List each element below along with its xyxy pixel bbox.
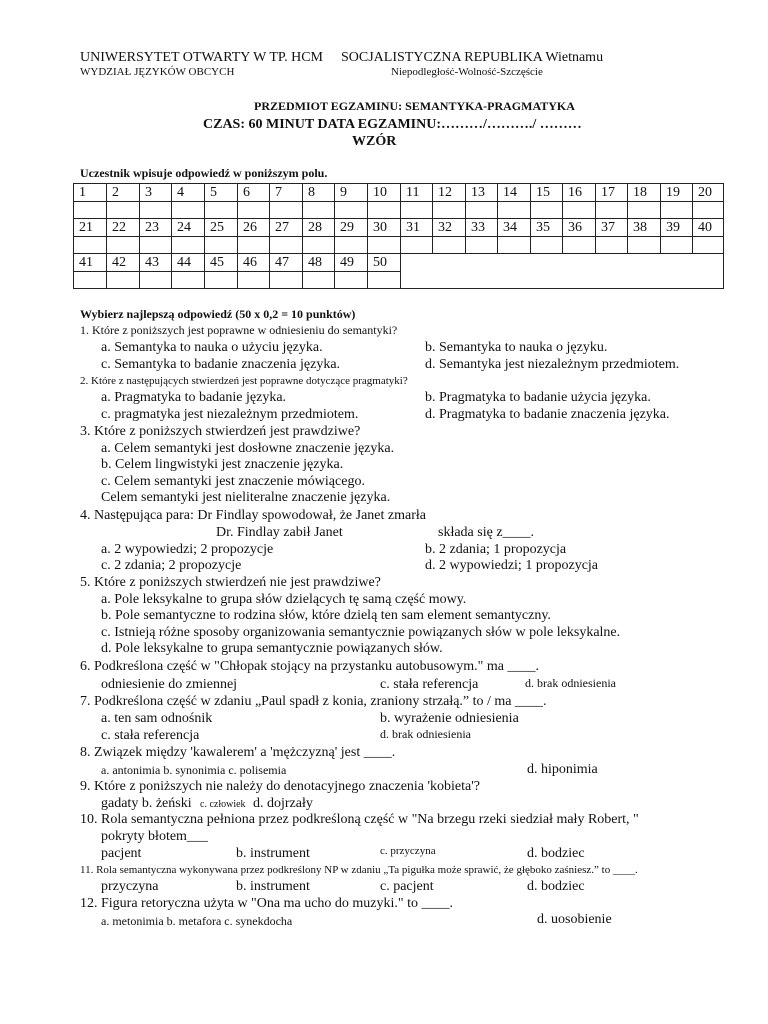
answer-cell[interactable]: [303, 237, 335, 254]
university-name: UNIWERSYTET OTWARTY W TP. HCM: [80, 50, 323, 65]
q12-option-d: d. uosobienie: [537, 912, 612, 927]
q11-option-c: c. pacjent: [380, 879, 434, 894]
answer-cell[interactable]: [74, 272, 107, 289]
q2-option-a: a. Pragmatyka to badanie języka.: [101, 390, 287, 405]
question-12: 12. Figura retoryczna użyta w "Ona ma ucho do muzyki." to ____.: [80, 896, 454, 911]
answer-cell[interactable]: [531, 237, 563, 254]
q1-option-c: c. Semantyka to badanie znaczenia języka.: [101, 357, 341, 372]
q10-option-b: b. instrument: [236, 846, 310, 861]
answer-cell[interactable]: [140, 202, 172, 219]
answer-cell[interactable]: [140, 272, 172, 289]
q3-option-b: b. Celem lingwistyki jest znaczenie języka.: [101, 457, 344, 472]
answer-cell[interactable]: [693, 237, 724, 254]
q6-option-c: c. stała referencja: [380, 677, 479, 692]
question-4: 4. Następująca para: Dr Findlay spowodował, że Janet zmarła: [80, 508, 426, 523]
q8-option-d: d. hiponimia: [527, 762, 598, 777]
answer-cell[interactable]: [628, 237, 661, 254]
q3-option-a: a. Celem semantyki jest dosłowne znaczenie języka.: [101, 441, 395, 456]
answer-cell[interactable]: [661, 202, 693, 219]
answer-cell[interactable]: [531, 202, 563, 219]
answer-cell[interactable]: [368, 237, 401, 254]
q7-option-b: b. wyrażenie odniesienia: [380, 711, 519, 726]
q4-consists: składa się z____.: [438, 525, 535, 540]
answer-grid: [73, 183, 724, 289]
answer-cell[interactable]: [466, 202, 498, 219]
question-6: 6. Podkreślona część w "Chłopak stojący na przystanku autobusowym." ma ____.: [80, 659, 539, 674]
answer-cell[interactable]: [401, 202, 433, 219]
q7-option-c: c. stała referencja: [101, 728, 200, 743]
q4-option-c: c. 2 zdania; 2 propozycje: [101, 558, 242, 573]
question-10: 10. Rola semantyczna pełniona przez podkreśloną część w "Na brzegu rzeki siedział mały Robert, ": [80, 812, 639, 827]
national-motto: Niepodległość-Wolność-Szczęście: [391, 66, 543, 78]
question-8: 8. Związek między 'kawalerem' a 'mężczyzną' jest ____.: [80, 745, 396, 760]
answer-cell[interactable]: [335, 202, 368, 219]
question-1: 1. Które z poniższych jest poprawne w odniesieniu do semantyki?: [80, 323, 398, 337]
answer-cell[interactable]: [270, 202, 303, 219]
q9-options-ab: gadaty b. żeński: [101, 796, 192, 811]
q1-option-d: d. Semantyka jest niezależnym przedmiotem.: [425, 357, 680, 372]
q7-option-d: d. brak odniesienia: [380, 727, 471, 741]
answer-cell[interactable]: [238, 237, 270, 254]
answer-cell[interactable]: [140, 237, 172, 254]
grid-number-row-3: 41 42 43 44 45 46 47 48 49 50: [74, 254, 724, 272]
answer-cell[interactable]: [498, 202, 531, 219]
grid-empty-block: [401, 254, 724, 289]
q4-option-d: d. 2 wypowiedzi; 1 propozycja: [425, 558, 599, 573]
q6-option-d: d. brak odniesienia: [525, 676, 616, 690]
answer-cell[interactable]: [270, 272, 303, 289]
answer-cell[interactable]: [433, 237, 466, 254]
grid-answer-row-1: [74, 202, 724, 219]
answer-cell[interactable]: [107, 202, 140, 219]
exam-time-date: CZAS: 60 MINUT DATA EGZAMINU:………/………./ ………: [203, 117, 582, 132]
section-title: Wybierz najlepszą odpowiedź (50 x 0,2 = 10 punktów): [80, 307, 356, 321]
exam-form: WZÓR: [352, 134, 397, 149]
answer-cell[interactable]: [172, 237, 205, 254]
answer-cell[interactable]: [335, 237, 368, 254]
answer-cell[interactable]: [401, 237, 433, 254]
answer-cell[interactable]: [498, 237, 531, 254]
grid-answer-row-2: [74, 237, 724, 254]
answer-cell[interactable]: [238, 272, 270, 289]
answer-cell[interactable]: [172, 272, 205, 289]
answer-cell[interactable]: [433, 202, 466, 219]
q8-options-abc: a. antonimia b. synonimia c. polisemia: [101, 763, 287, 777]
q11-option-b: b. instrument: [236, 879, 310, 894]
q5-option-d: d. Pole leksykalne to grupa semantycznie powiązanych słów.: [101, 641, 443, 656]
q11-option-a: przyczyna: [101, 879, 159, 894]
q2-option-d: d. Pragmatyka to badanie znaczenia języka.: [425, 407, 670, 422]
q3-option-c: c. Celem semantyki jest znaczenie mówiącego.: [101, 474, 365, 489]
q4-pair-second: Dr. Findlay zabił Janet: [216, 525, 343, 540]
answer-cell[interactable]: [368, 272, 401, 289]
q11-option-d: d. bodziec: [527, 879, 585, 894]
answer-cell[interactable]: [238, 202, 270, 219]
faculty-name: WYDZIAŁ JĘZYKÓW OBCYCH: [80, 66, 235, 78]
answer-cell[interactable]: [74, 202, 107, 219]
answer-cell[interactable]: [661, 237, 693, 254]
answer-cell[interactable]: [628, 202, 661, 219]
q3-option-d: Celem semantyki jest nieliteralne znaczenie języka.: [101, 490, 391, 505]
q5-option-a: a. Pole leksykalne to grupa słów dzielących tę samą część mowy.: [101, 592, 467, 607]
answer-cell[interactable]: [303, 202, 335, 219]
answer-cell[interactable]: [172, 202, 205, 219]
answer-cell[interactable]: [596, 202, 628, 219]
answer-cell[interactable]: [563, 202, 596, 219]
q10-continuation: pokryty błotem___: [101, 829, 208, 844]
question-11: 11. Rola semantyczna wykonywana przez podkreślony NP w zdaniu „Ta pigułka może sprawić, że głęboko zaśniesz.” to ____.: [80, 864, 638, 876]
answer-cell[interactable]: [303, 272, 335, 289]
answer-instruction: Uczestnik wpisuje odpowiedź w poniższym polu.: [80, 166, 328, 180]
grid-number-row-2: 21 22 23 24 25 26 27 28 29 30 31 32 33 34 35 36 37 38 39 40: [74, 219, 724, 237]
question-9: 9. Które z poniższych nie należy do denotacyjnego znaczenia 'kobieta'?: [80, 779, 480, 794]
q7-option-a: a. ten sam odnośnik: [101, 711, 213, 726]
q5-option-c: c. Istnieją różne sposoby organizowania semantycznie powiązanych słów w pole leksykalne.: [101, 625, 621, 640]
answer-cell[interactable]: [205, 202, 238, 219]
answer-cell[interactable]: [107, 237, 140, 254]
answer-cell[interactable]: [205, 272, 238, 289]
question-3: 3. Które z poniższych stwierdzeń jest prawdziwe?: [80, 424, 361, 439]
answer-cell[interactable]: [596, 237, 628, 254]
answer-cell[interactable]: [74, 237, 107, 254]
q12-options-abc: a. metonimia b. metafora c. synekdocha: [101, 914, 293, 928]
q5-option-b: b. Pole semantyczne to rodzina słów, które dzielą ten sam element semantyczny.: [101, 608, 551, 623]
question-2: 2. Które z następujących stwierdzeń jest poprawne dotyczące pragmatyki?: [80, 375, 408, 387]
question-5: 5. Które z poniższych stwierdzeń nie jest prawdziwe?: [80, 575, 381, 590]
answer-cell[interactable]: [466, 237, 498, 254]
exam-subject: PRZEDMIOT EGZAMINU: SEMANTYKA-PRAGMATYKA: [254, 99, 575, 113]
q10-option-a: pacjent: [101, 846, 142, 861]
q10-option-c: c. przyczyna: [380, 845, 436, 857]
q4-option-a: a. 2 wypowiedzi; 2 propozycje: [101, 542, 274, 557]
grid-number-row-1: 1 2 3 4 5 6 7 8 9 10 11 12 13 14 15 16 17 18 19 20: [74, 184, 724, 202]
question-7: 7. Podkreślona część w zdaniu „Paul spadł z konia, zraniony strzałą.” to / ma ____.: [80, 694, 547, 709]
q1-option-a: a. Semantyka to nauka o użyciu języka.: [101, 340, 323, 355]
answer-cell[interactable]: [335, 272, 368, 289]
answer-cell[interactable]: [563, 237, 596, 254]
answer-cell[interactable]: [270, 237, 303, 254]
q6-option-a: odniesienie do zmiennej: [101, 677, 238, 692]
answer-cell[interactable]: [205, 237, 238, 254]
republic-name: SOCJALISTYCZNA REPUBLIKA Wietnamu: [341, 50, 604, 65]
q2-option-c: c. pragmatyka jest niezależnym przedmiotem.: [101, 407, 359, 422]
q2-option-b: b. Pragmatyka to badanie użycia języka.: [425, 390, 651, 405]
q1-option-b: b. Semantyka to nauka o języku.: [425, 340, 608, 355]
answer-cell[interactable]: [107, 272, 140, 289]
q10-option-d: d. bodziec: [527, 846, 585, 861]
answer-cell[interactable]: [368, 202, 401, 219]
q4-option-b: b. 2 zdania; 1 propozycja: [425, 542, 567, 557]
answer-cell[interactable]: [693, 202, 724, 219]
q9-option-d: d. dojrzały: [253, 796, 313, 811]
q9-option-c: c. człowiek: [200, 799, 246, 810]
